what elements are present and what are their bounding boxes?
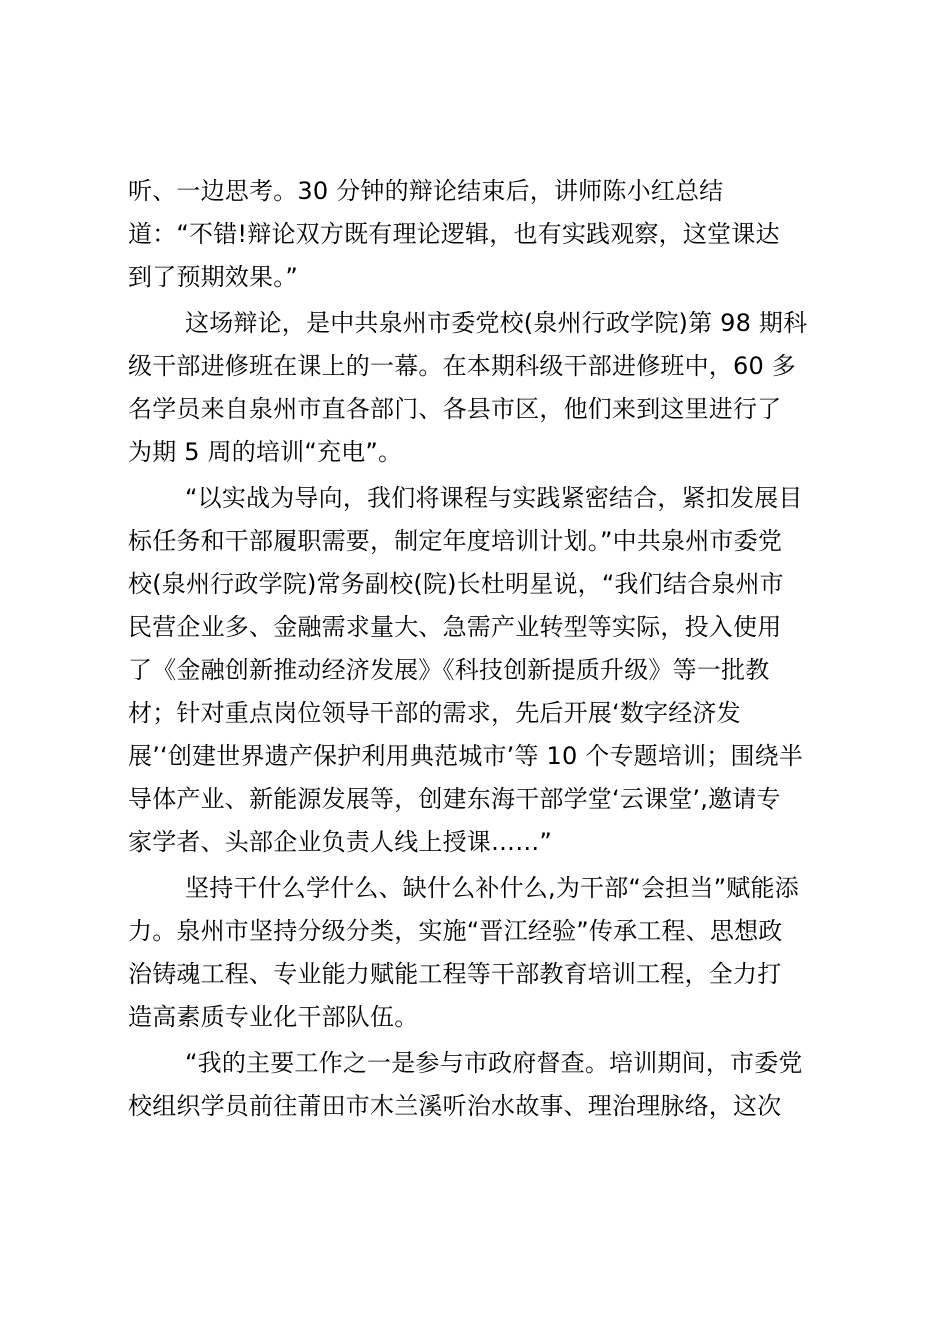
text-line: 展’‘创建世界遗产保护利用典范城市’等 10 个专题培训；围绕半 bbox=[128, 742, 804, 770]
text-line: 造高素质专业化干部队伍。 bbox=[128, 1003, 419, 1031]
text-line: 民营企业多、金融需求量大、急需产业转型等实际，投入使用 bbox=[128, 613, 782, 641]
paragraph-first-line: “以实战为导向，我们将课程与实践紧密结合，紧扣发展目 bbox=[185, 484, 803, 512]
text-line: 听、一边思考。30 分钟的辩论结束后，讲师陈小红总结 bbox=[128, 177, 724, 205]
text-line: 校(泉州行政学院)常务副校(院)长杜明星说，“我们结合泉州市 bbox=[128, 570, 784, 598]
text-line: 校组织学员前往莆田市木兰溪听治水故事、理治理脉络，这次 bbox=[128, 1092, 782, 1120]
article-body bbox=[128, 170, 833, 1128]
text-line: 为期 5 周的培训“充电”。 bbox=[128, 438, 403, 466]
paragraph-first-line: 坚持干什么学什么、缺什么补什么,为干部“会担当”赋能添 bbox=[185, 874, 799, 902]
text-line: 力。泉州市坚持分级分类，实施“晋江经验”传承工程、思想政 bbox=[128, 917, 783, 945]
text-line: 了《金融创新推动经济发展》《科技创新提质升级》等一批教 bbox=[128, 656, 770, 684]
text-line: 标任务和干部履职需要，制定年度培训计划。”中共泉州市委党 bbox=[128, 527, 783, 555]
text-line: 材；针对重点岗位领导干部的需求，先后开展‘数字经济发 bbox=[128, 699, 741, 727]
text-line: 名学员来自泉州市直各部门、各县市区，他们来到这里进行了 bbox=[128, 395, 782, 423]
text-line: 治铸魂工程、专业能力赋能工程等干部教育培训工程，全力打 bbox=[128, 960, 782, 988]
text-line: 级干部进修班在课上的一幕。在本期科级干部进修班中，60 多 bbox=[128, 352, 796, 380]
text-line: 家学者、头部企业负责人线上授课……” bbox=[128, 828, 553, 856]
paragraph-first-line: 这场辩论，是中共泉州市委党校(泉州行政学院)第 98 期科 bbox=[185, 309, 808, 337]
paragraph-first-line: “我的主要工作之一是参与市政府督查。培训期间，市委党 bbox=[185, 1049, 803, 1077]
text-line: 道：“不错!辩论双方既有理论逻辑，也有实践观察，这堂课达 bbox=[128, 220, 780, 248]
text-line: 导体产业、新能源发展等，创建东海干部学堂‘云课堂’,邀请专 bbox=[128, 785, 781, 813]
text-line: 到了预期效果。” bbox=[128, 263, 299, 291]
